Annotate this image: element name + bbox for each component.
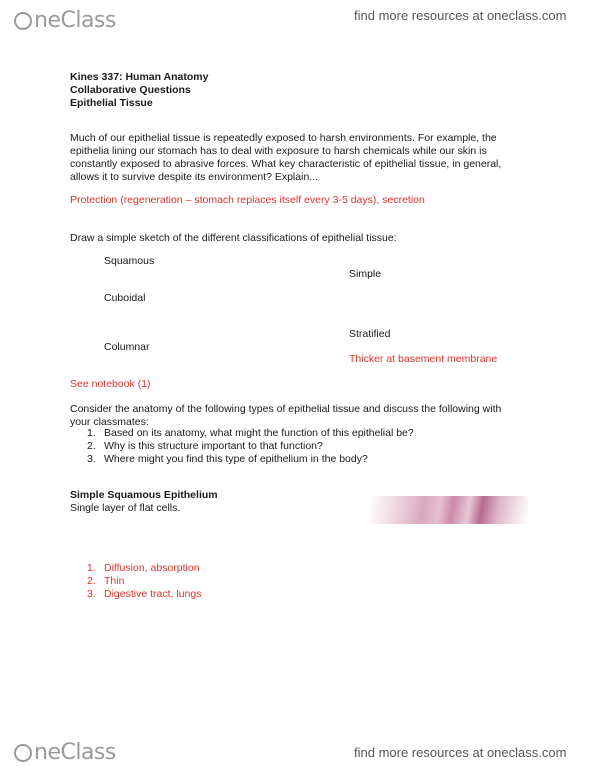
logo-text: neClass	[34, 8, 116, 33]
topic-title: Epithelial Tissue	[70, 97, 153, 109]
consider-line-2: your classmates:	[70, 416, 149, 428]
label-cuboidal: Cuboidal	[104, 292, 146, 304]
list-item: 3. Digestive tract, lungs	[87, 588, 202, 600]
simple-squamous-micrograph	[370, 496, 528, 524]
see-notebook-note: See notebook (1)	[70, 378, 151, 390]
answer-protection: Protection (regeneration – stomach replaces itself every 3-5 days), secretion	[70, 194, 425, 206]
intro-line-2: epithelia lining our stomach has to deal with exposure to harsh chemicals while our skin is	[70, 145, 487, 157]
logo-circle-icon	[14, 744, 32, 762]
label-simple: Simple	[349, 268, 382, 280]
section-heading: Simple Squamous Epithelium	[70, 489, 218, 501]
intro-line-3: constantly exposed to abrasive forces. What key characteristic of epithelial tissue, in general,	[70, 158, 502, 170]
list-item: 1. Based on its anatomy, what might the function of this epithelial be?	[87, 427, 414, 439]
doc-subtitle: Collaborative Questions	[70, 84, 191, 96]
discussion-questions	[87, 427, 414, 466]
intro-line-4: allows it to survive despite its environment? Explain...	[70, 171, 319, 183]
consider-line-1: Consider the anatomy of the following types of epithelial tissue and discuss the following with	[70, 403, 502, 415]
course-title: Kines 337: Human Anatomy	[70, 71, 209, 83]
intro-line-1: Much of our epithelial tissue is repeatedly exposed to harsh environments. For example, the	[70, 132, 497, 144]
logo-circle-icon	[14, 12, 32, 30]
list-item: 2. Thin	[87, 575, 125, 587]
label-stratified: Stratified	[349, 328, 391, 340]
section-description: Single layer of flat cells.	[70, 502, 181, 514]
footer-oneclass-logo[interactable]	[14, 740, 116, 765]
sketch-prompt: Draw a simple sketch of the different classifications of epithelial tissue:	[70, 232, 397, 244]
header-resources-link[interactable]: find more resources at oneclass.com	[354, 8, 567, 23]
oneclass-logo[interactable]	[14, 8, 116, 33]
label-columnar: Columnar	[104, 341, 150, 353]
label-squamous: Squamous	[104, 255, 155, 267]
list-item: 3. Where might you find this type of epithelium in the body?	[87, 453, 368, 465]
list-item: 2. Why is this structure important to that function?	[87, 440, 323, 452]
footer-resources-link[interactable]: find more resources at oneclass.com	[354, 745, 567, 760]
logo-text: neClass	[34, 740, 116, 765]
list-item: 1. Diffusion, absorption	[87, 562, 200, 574]
section-answers	[87, 562, 201, 601]
note-thicker: Thicker at basement membrane	[349, 353, 498, 365]
